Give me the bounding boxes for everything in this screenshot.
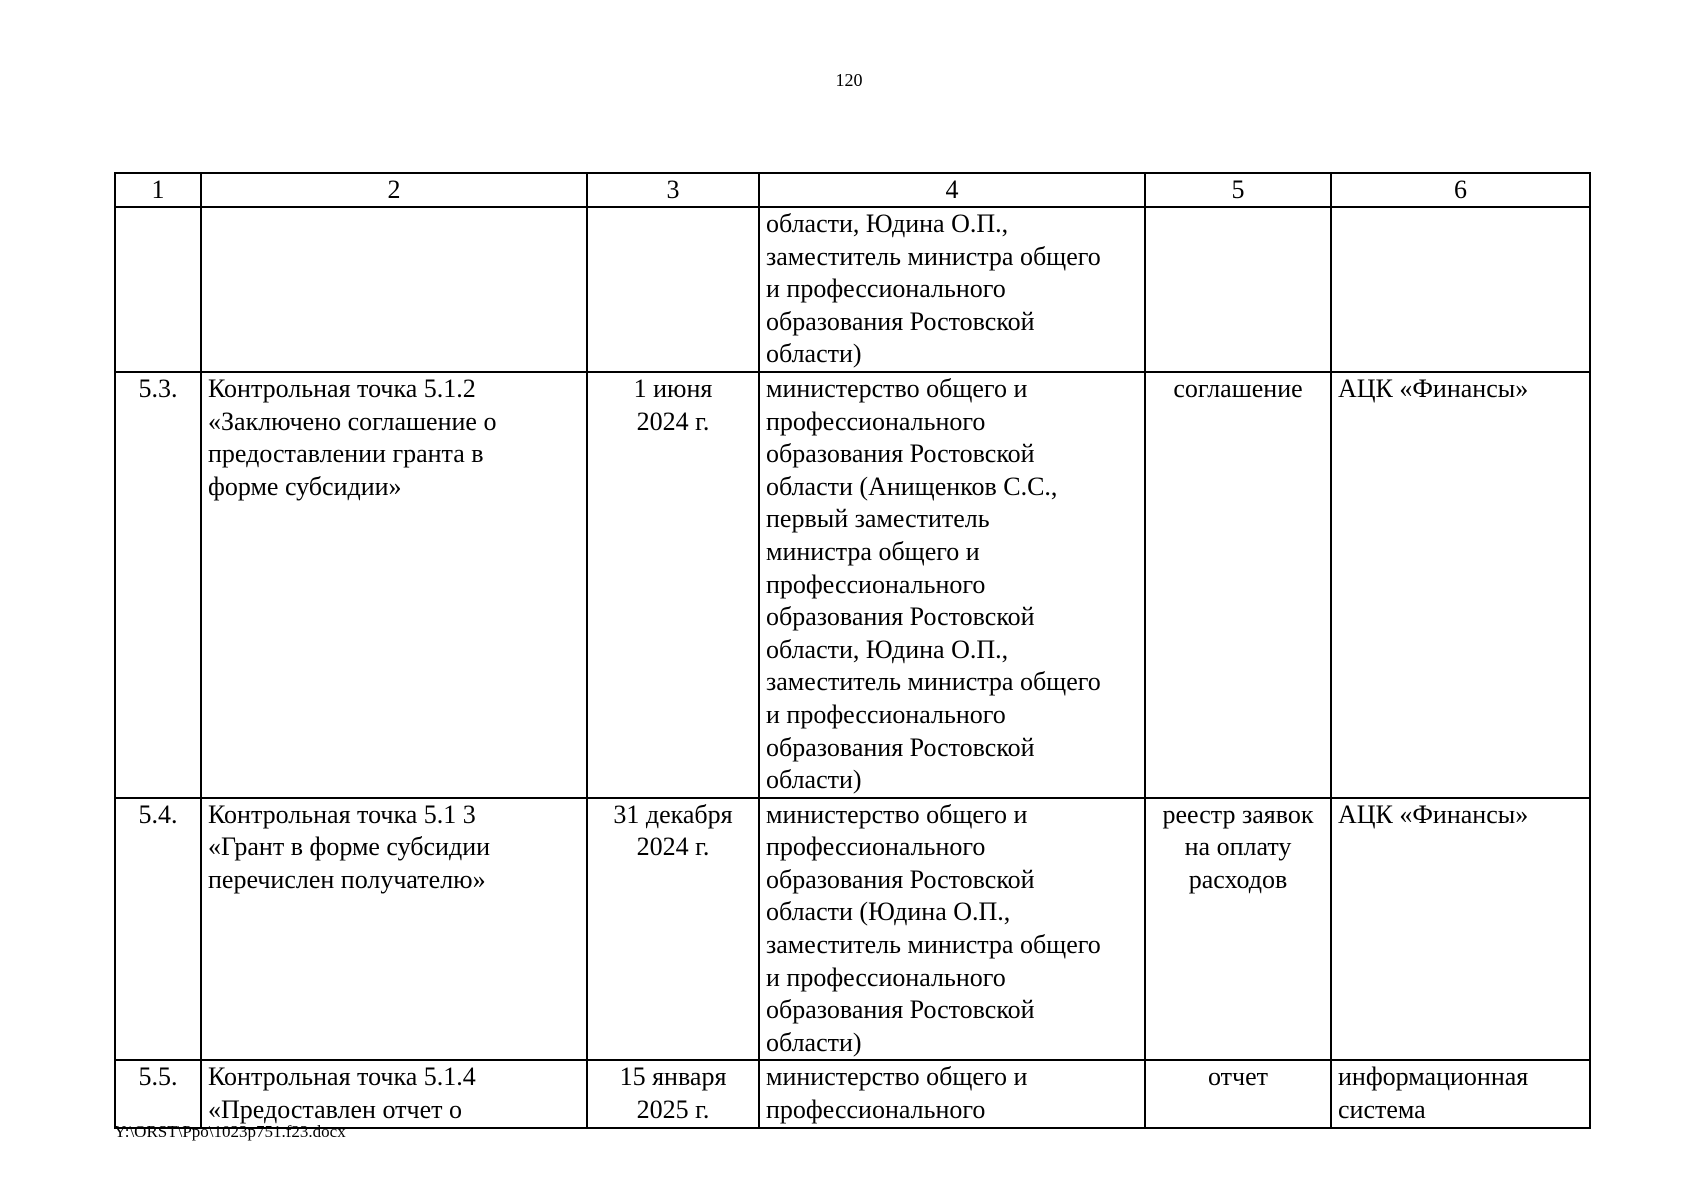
cell-text-line: образования Ростовской [766,439,1035,469]
cell-text-line: 1 июня [633,373,713,403]
cell-text-line: 2024 г. [636,832,710,862]
cell-text-line: 5.4. [138,799,178,829]
information-system-cell [1331,1060,1590,1127]
cell-text-line: образования Ростовской [766,864,1035,894]
information-system-cell [1331,798,1590,1061]
row-number-cell [115,372,201,798]
cell-text-line: 5.3. [138,373,178,403]
table-row [115,798,1590,1061]
deadline-date-cell [587,798,759,1061]
cell-text-line: расходов [1188,864,1288,894]
responsible-executor-cell [759,1060,1145,1127]
cell-text-line: перечислен получателю» [208,864,486,894]
table-body [115,207,1590,1128]
row-number-cell [115,798,201,1061]
control-point-title-cell [201,372,587,798]
cell-text-line: области) [766,1027,862,1057]
cell-text-line: области, Юдина О.П., [766,634,1009,664]
cell-text-line: отчет [1208,1062,1268,1092]
cell-text-line: Контрольная точка 5.1 3 [208,799,476,829]
information-system-cell [1331,372,1590,798]
cell-text-line: министерство общего и [766,373,1028,403]
cell-text-line: профессионального [766,569,986,599]
cell-text-line: система [1338,1095,1426,1125]
column-header-5: 5 [1145,173,1331,207]
cell-text-line: образования Ростовской [766,995,1035,1025]
cell-text-line: 15 января [619,1062,727,1092]
cell-text-line: реестр заявок [1162,799,1314,829]
cell-text-line: первый заместитель [766,504,990,534]
cell-text-line: Контрольная точка 5.1.4 [208,1062,476,1092]
cell-text-line: и профессионального [766,962,1006,992]
cell-text-line: области (Анищенков С.С., [766,471,1058,501]
cell-text-line: области (Юдина О.П., [766,897,1011,927]
cell-text-line: профессионального [766,1095,986,1125]
deadline-date-cell [587,372,759,798]
cell-text-line: министерство общего и [766,799,1028,829]
cell-text-line: области) [766,765,862,795]
column-header-6: 6 [1331,173,1590,207]
cell-text-line: образования Ростовской [766,306,1035,336]
cell-text-line: соглашение [1173,373,1303,403]
cell-text-line: образования Ростовской [766,602,1035,632]
document-type-cell [1145,798,1331,1061]
cell-text-line: АЦК «Финансы» [1338,799,1529,829]
cell-text-line: министерство общего и [766,1062,1028,1092]
control-points-table [114,172,1591,1129]
cell-text-line: информационная [1338,1062,1529,1092]
column-header-4: 4 [759,173,1145,207]
column-header-3: 3 [587,173,759,207]
table-row [115,207,1590,372]
document-type-cell [1145,1060,1331,1127]
deadline-date-cell [587,207,759,372]
cell-text-line: «Предоставлен отчет о [208,1095,462,1125]
cell-text-line: заместитель министра общего [766,241,1101,271]
cell-text-line: образования Ростовской [766,732,1035,762]
row-number-cell [115,1060,201,1127]
cell-text-line: области, Юдина О.П., [766,209,1009,238]
control-point-title-cell [201,207,587,372]
cell-text-line: предоставлении гранта в [208,439,484,469]
cell-text-line: АЦК «Финансы» [1338,373,1529,403]
control-point-title-cell [201,1060,587,1127]
file-path-footer: Y:\ORST\Ppo\1023p751.f23.docx [114,1122,346,1141]
table-row [115,372,1590,798]
column-header-1: 1 [115,173,201,207]
cell-text-line: «Грант в форме субсидии [208,832,491,862]
deadline-date-cell [587,1060,759,1127]
cell-text-line: на оплату [1184,832,1292,862]
cell-text-line: области) [766,339,862,369]
cell-text-line: профессионального [766,832,986,862]
responsible-executor-cell [759,207,1145,372]
cell-text-line: министра общего и [766,536,980,566]
cell-text-line: форме субсидии» [208,471,402,501]
document-type-cell [1145,372,1331,798]
row-number-cell [115,207,201,372]
table-header-row [115,173,1590,207]
cell-text-line: «Заключено соглашение о [208,406,497,436]
responsible-executor-cell [759,372,1145,798]
cell-text-line: заместитель министра общего [766,930,1101,960]
cell-text-line: 2024 г. [636,406,710,436]
cell-text-line: и профессионального [766,274,1006,304]
control-point-title-cell [201,798,587,1061]
page-number: 120 [835,70,863,90]
responsible-executor-cell [759,798,1145,1061]
column-header-2: 2 [201,173,587,207]
cell-text-line: 31 декабря [613,799,733,829]
table-row [115,1060,1590,1127]
cell-text-line: профессионального [766,406,986,436]
cell-text-line: 5.5. [138,1062,178,1092]
cell-text-line: и профессионального [766,699,1006,729]
cell-text-line: заместитель министра общего [766,667,1101,697]
cell-text-line: Контрольная точка 5.1.2 [208,373,476,403]
document-type-cell [1145,207,1331,372]
cell-text-line: 2025 г. [636,1095,710,1125]
information-system-cell [1331,207,1590,372]
